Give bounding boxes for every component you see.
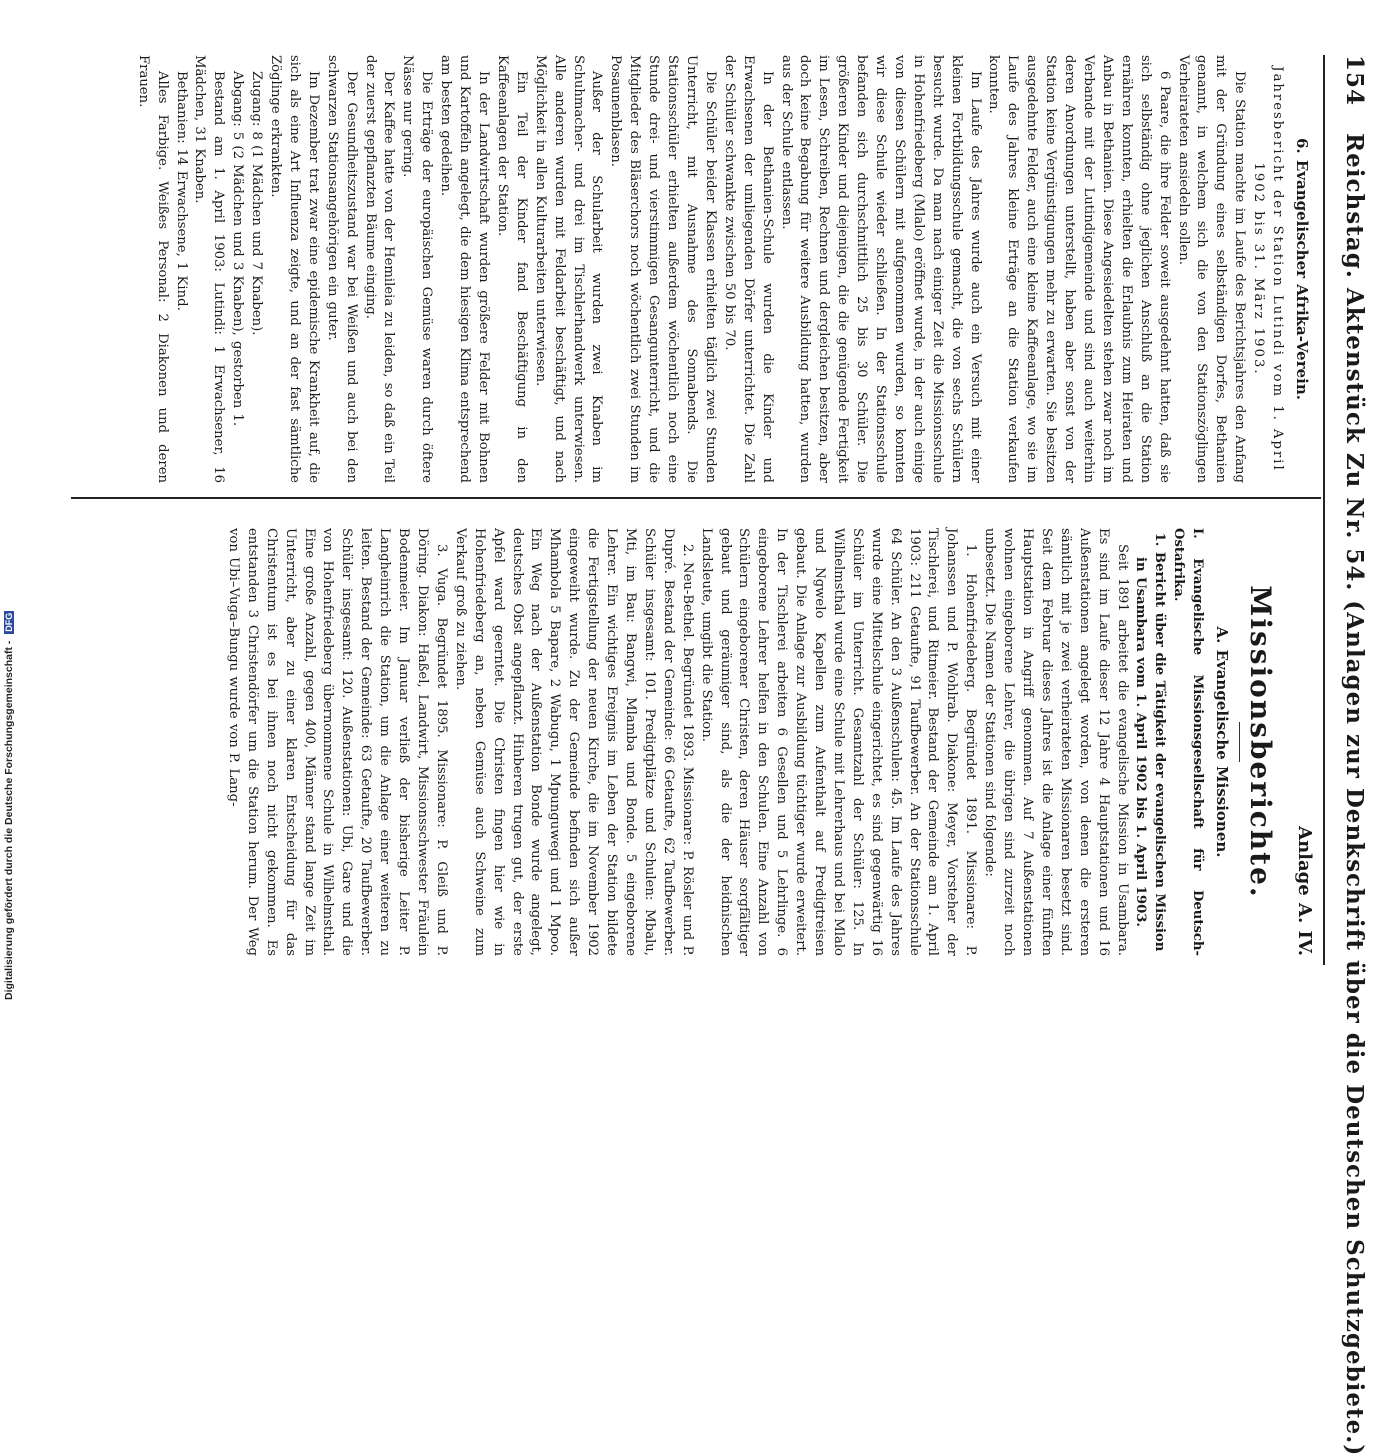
header-rule <box>1323 55 1325 965</box>
paragraph: Ein Teil der Kinder fand Beschäftigung in den Kaffeeanlagen der Station. <box>494 55 529 483</box>
paragraph: 6 Paare, die ihre Felder soweit ausgedehnt hatten, daß sie sich selbständig ohne jeglichen Anschluß an die Station ernähren konnten, erhielten die Erlaubnis zum Heiraten und Anbau in Bethanien. Diese Angesiedelten stehen zwar noch im Verbande mit der Lutindigemeinde und sind auch weiterhin deren Anordnungen unterstellt, haben aber sonst von der Station keine Vergünstigungen mehr zu erwarten. Sie besitzen ausgedehnte Felder, auch eine kleine Kaffeeanlage, wo sie im Laufe des Jahres kleine Erträge an die Station verkaufen konnten. <box>986 55 1172 483</box>
paragraph: In der Bethanien-Schule wurden die Kinder und Erwachsenen der umliegenden Dörfer unterrichtet. Die Zahl der Schüler schwankte zwischen 50 bis 70. <box>721 55 775 483</box>
section-a-heading: A. Evangelische Missionen. <box>1213 626 1232 858</box>
paragraph: Die Erträge der europäischen Gemüse waren durch öftere Nässe nur gering. <box>400 55 435 483</box>
paragraph: Die Schüler beider Klassen erhielten täglich zwei Stunden Unterricht, mit Ausnahme des Sonnabends. Die Stationsschüler erhielten außerdem wöchentlich noch eine Stunde drei- und vierstimmigen Gesangunterricht, und die Mitglieder des Bläserchors noch wöchentlich zwei Stunden im Posaunenblasen. <box>608 55 718 483</box>
paragraph: Der Kaffee hatte von der Hemileia zu leiden, so daß ein Teil der zuerst gepflanzten Bäume einging. <box>362 55 397 483</box>
paragraph: 2. Neu-Bethel. Begründet 1893. Missionare: P. Rösler und P. Dupré. Bestand der Gemeinde: 66 Getaufte, 62 Taufbewerber. Schüler insgesamt: 101. Predigtplätze und Schulen: Mbalu, Mti, im Bau: Bangwi, Mlamba und Bonde. 5 eingeborene Lehrer. Ein wichtiges Ereignis im Leben der Station bildete die Fertigstellung der neuen Kirche, die im November 1902 eingeweiht wurde. Zu der Gemeinde befinden sich außer Mhambola 5 Bapare, 2 Wabugu, 1 Mpunguwegi und 1 Mpoo. Ein Weg nach der Außenstation Bonde wurde angelegt, deutsches Obst angepflanzt. Hinberen trugen gut, der erste Apfel ward geerntet. Die Christen fingen hier wie in Hohenfriedeberg an, neben Gemüse auch Schweine zum Verkauf groß zu ziehen. <box>452 528 695 956</box>
main-title: Missionsberichte. <box>1244 585 1277 899</box>
left-column <box>133 55 1313 483</box>
right-column <box>223 528 1313 956</box>
paragraph: Außer der Schularbeit wurden zwei Knaben im Schuhmacher- und drei im Tischlerhandwerk unterwiesen. Alle anderen wurden mit Feldarbeit beschäftigt, und nach Möglichkeit in allen Kulturarbeiten unterwiesen. <box>532 55 605 483</box>
paragraph: 1. Hohenfriedeberg. Begründet 1891. Missionare: P. Johanssen und P. Wohlrab. Diakone: Meyer, Vorsteher der Tischlerei, und Ritmeier. Bestand der Gemeinde am 1. April 1903: 211 Getaufte, 91 Taufbewerber. An der Stationsschule 64 Schüler. An den 3 Außenschulen: 45. Im Laufe des Jahres wurde eine Mittelschule eingerichtet, es sind gegenwärtig 16 Schüler im Unterricht. Gesamtzahl der Schüler: 125. In Wilhelmsthal wurde eine Schule mit Lehrerhaus und bei Mlalo und Ngwelo Kapellen zum Aufenthalt auf Predigtreisen gebaut. Die Anlage zur Ausbildung tüchtiger wurde erweitert. In der Tischlerei arbeiten 6 Gesellen und 5 Lehrlinge. 6 eingeborene Lehrer helfen in den Schulen. Eine Anzahl von Schülern eingeborener Christen, deren Häuser sorgfältiger gebaut und geräumiger sind, als die der heidnischen Landsleute, umgibt die Station. <box>698 528 979 956</box>
section-heading: 6. Evangelischer Afrika-Verein. <box>1293 138 1311 400</box>
report-title: Jahresbericht der Station Lutindi vom 1. April 1902 bis 31. März 1903. <box>1251 66 1286 472</box>
digitization-text: Digitalisierung gefördert durch die Deutsche Forschungsgemeinschaft - <box>3 640 15 1000</box>
running-header <box>1328 55 1368 1456</box>
paragraph: Bestand am 1. April 1903: Lutindi: 1 Erwachsener, 16 Mädchen, 31 Knaben. <box>192 55 227 483</box>
digitization-credit <box>2 560 16 1000</box>
paragraph: In der Landwirtschaft wurden größere Felder mit Bohnen und Kartoffeln angelegt, die dem hiesigen Klima entsprechend am besten gedeihen. <box>438 55 492 483</box>
paragraph: Bethanien: 14 Erwachsene, 1 Kind. <box>173 71 189 311</box>
left-paragraphs <box>133 55 1248 483</box>
right-paragraphs <box>223 528 1131 956</box>
paragraph: Im Laufe des Jahres wurde auch ein Versuch mit einer kleinen Fortbildungsschule gemacht, die von sechs Schülern besucht wurde. Da man nach einiger Zeit die Missionsschule in Hohenfriedeberg (Mlalo) eröffnet wurde, in der auch einige von diesen Schülern mit aufgenommen wurden, so konnten wir diese Schule wieder schließen. In der Stationsschule befanden sich durchschnittlich 25 bis 30 Schüler. Die größeren Kinder und diejenigen, die die genügende Fertigkeit im Lesen, Schreiben, Rechnen und dergleichen besitzen, aber doch keine Begabung für weitere Ausbildung hatten, wurden aus der Schule entlassen. <box>778 55 983 483</box>
paragraph: Zugang: 8 (1 Mädchen und 7 Knaben). <box>249 71 265 336</box>
running-title: Reichstag. Aktenstück Zu Nr. 54. (Anlagen zur Denkschrift über die Deutschen Schutzgebiete.) <box>1341 133 1368 1456</box>
paragraph: Abgang: 5 (2 Mädchen und 3 Knaben), gestorben 1. <box>230 71 246 427</box>
dfg-logo: DFG <box>4 612 14 632</box>
column-divider <box>71 497 1321 499</box>
subsection-heading: I. Evangelische Missionsgesellschaft für Deutsch-Ostafrika. <box>1171 528 1206 956</box>
separator <box>1239 722 1240 762</box>
paragraph: 3. Vuga. Begründet 1895. Missionare: P. Gleiß und P. Döring. Diakon: Haßel, Landwirt, Missionsschwester Fräulein Bodenmeier. Im Januar verließ der bisherige Leiter P. Langheinrich die Station, um die Anlage einer weiteren zu leiten. Bestand der Gemeinde: 63 Getaufte, 20 Taufbewerber. Schüler insgesamt: 120. Außenstationen: Ubi, Gare und die von Hohenfriedeberg übernommene Schule in Wilhelmsthal. Eine große Anzahl, gegen 400, Männer stand lange Zeit im Unterricht, aber zu einer klaren Entscheidung für das Christentum ist es bei ihnen noch nicht gekommen. Es entstanden 3 Christendörfer um die Station herum. Der Weg von Ubi–Vuga–Bungu wurde von P. Lang- <box>225 528 449 956</box>
paragraph: Der Gesundheitszustand war bei Weißen und auch bei den schwarzen Stationsangehörigen ein guter. <box>324 55 359 483</box>
page-number: 154 <box>1341 55 1368 107</box>
paragraph: Im Dezember trat zwar eine epidemische Krankheit auf, die sich als eine Art Influenza zeigte, und an der fast sämtliche Zöglinge erkrankten. <box>268 55 321 483</box>
annex-label: Anlage A. IV. <box>1294 826 1315 956</box>
paragraph: Die Station machte im Laufe des Berichtsjahres den Anfang mit der Gründung eines selbständigen Dorfes, Bethanien genannt, in welchem sich die von den Stationszöglingen Verheirateten ansiedeln sollen. <box>1175 55 1248 483</box>
paragraph: Seit 1891 arbeitet die evangelische Mission in Usambara. Es sind im Laufe dieser 12 Jahre 4 Hauptstationen und 16 Außenstationen angelegt worden, von denen die ersteren sämtlich mit je zwei verheirateten Missionaren besetzt sind. Seit dem Februar dieses Jahres ist die Anlage einer fünften Hauptstation in Angriff genommen. Auf 7 Außenstationen wohnen eingeborene Lehrer, die übrigen sind zurzeit noch unbesetzt. Die Namen der Stationen sind folgende: <box>982 528 1130 956</box>
report-subtitle: 1. Bericht über die Tätigkeit der evangelischen Mission in Usambara vom 1. April 1902 bis 1. April 1903. <box>1133 532 1168 952</box>
paragraph: Alles Farbige. Weißes Personal: 2 Diakonen und deren Frauen. <box>135 55 170 483</box>
